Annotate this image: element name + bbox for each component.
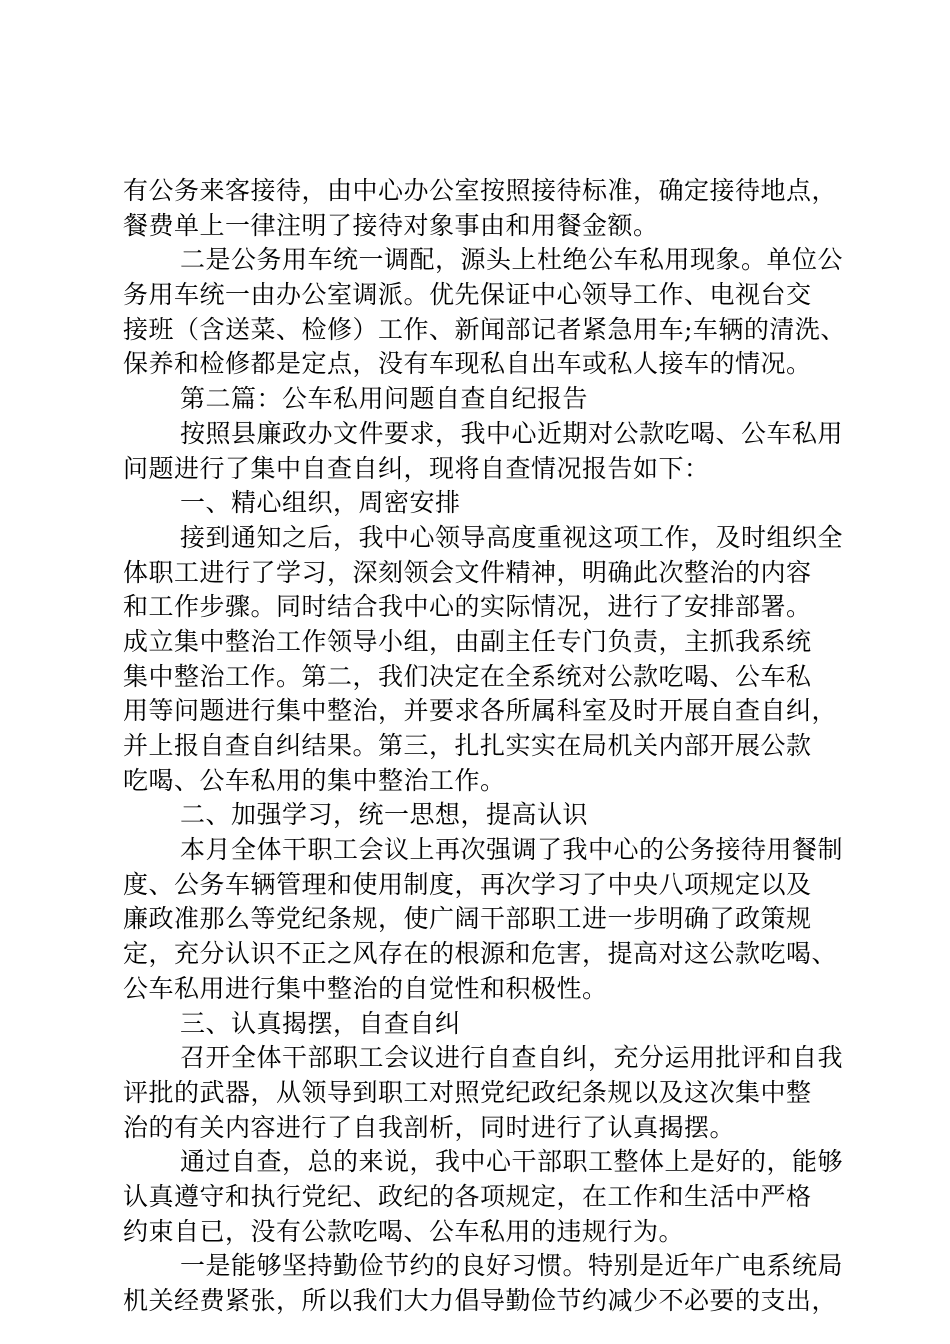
text-line: 并上报自查自纠结果。第三，扎扎实实在局机关内部开展公款 [123,731,812,760]
text-line: 保养和检修都是定点，没有车现私自出车或私人接车的情况。 [123,349,812,379]
text-line: 二、加强学习，统一思想，提高认识 [180,800,589,830]
text-line: 廉政准那么等党纪条规，使广阔干部职工进一步明确了政策规 [123,904,812,934]
document-body [123,174,853,1319]
text-line: 集中整治工作。第二，我们决定在全系统对公款吃喝、公车私 [123,661,812,691]
text-line: 体职工进行了学习，深刻领会文件精神，明确此次整治的内容 [123,557,812,587]
text-line: 第二篇：公车私用问题自查自纪报告 [180,384,589,414]
text-line: 定，充分认识不正之风存在的根源和危害，提高对这公款吃喝、 [123,939,838,969]
text-line: 召开全体干部职工会议进行自查自纠，充分运用批评和自我 [180,1043,844,1073]
text-line: 通过自查，总的来说，我中心干部职工整体上是好的，能够 [180,1147,844,1177]
text-line: 公车私用进行集中整治的自觉性和积极性。 [123,973,608,1003]
text-line: 治的有关内容进行了自我剖析，同时进行了认真揭摆。 [123,1112,736,1142]
text-line: 餐费单上一律注明了接待对象事由和用餐金额。 [123,210,659,240]
text-line: 约束自已，没有公款吃喝、公车私用的违规行为。 [123,1216,685,1246]
text-line: 一、精心组织，周密安排 [180,488,461,518]
text-line: 本月全体干职工会议上再次强调了我中心的公务接待用餐制 [180,835,844,865]
text-line: 用等问题进行集中整治，并要求各所属科室及时开展自查自纠， [123,696,838,726]
text-line: 和工作步骤。同时结合我中心的实际情况，进行了安排部署。 [123,592,812,622]
text-line: 评批的武器，从领导到职工对照党纪政纪条规以及这次集中整 [123,1077,812,1107]
text-line: 成立集中整治工作领导小组，由副主任专门负责，主抓我系统 [123,626,812,656]
text-line: 机关经费紧张，所以我们大力倡导勤俭节约减少不必要的支出， [123,1286,838,1315]
text-line: 接到通知之后，我中心领导高度重视这项工作，及时组织全 [180,522,844,552]
text-line: 务用车统一由办公室调派。优先保证中心领导工作、电视台交 [123,280,812,310]
text-line: 问题进行了集中自查自纠，现将自查情况报告如下： [123,453,710,483]
text-line: 接班（含送菜、检修）工作、新闻部记者紧急用车;车辆的清洗、 [123,314,846,344]
text-line: 二是公务用车统一调配，源头上杜绝公车私用现象。单位公 [180,245,844,275]
text-line: 按照县廉政办文件要求，我中心近期对公款吃喝、公车私用 [180,418,844,448]
text-line: 一是能够坚持勤俭节约的良好习惯。特别是近年广电系统局 [180,1251,844,1281]
text-line: 三、认真揭摆，自查自纠 [180,1008,461,1038]
text-line: 有公务来客接待，由中心办公室按照接待标准，确定接待地点， [123,176,838,205]
text-line: 吃喝、公车私用的集中整治工作。 [123,765,506,795]
text-line: 认真遵守和执行党纪、政纪的各项规定，在工作和生活中严格 [123,1181,812,1211]
text-line: 度、公务车辆管理和使用制度，再次学习了中央八项规定以及 [123,869,812,899]
